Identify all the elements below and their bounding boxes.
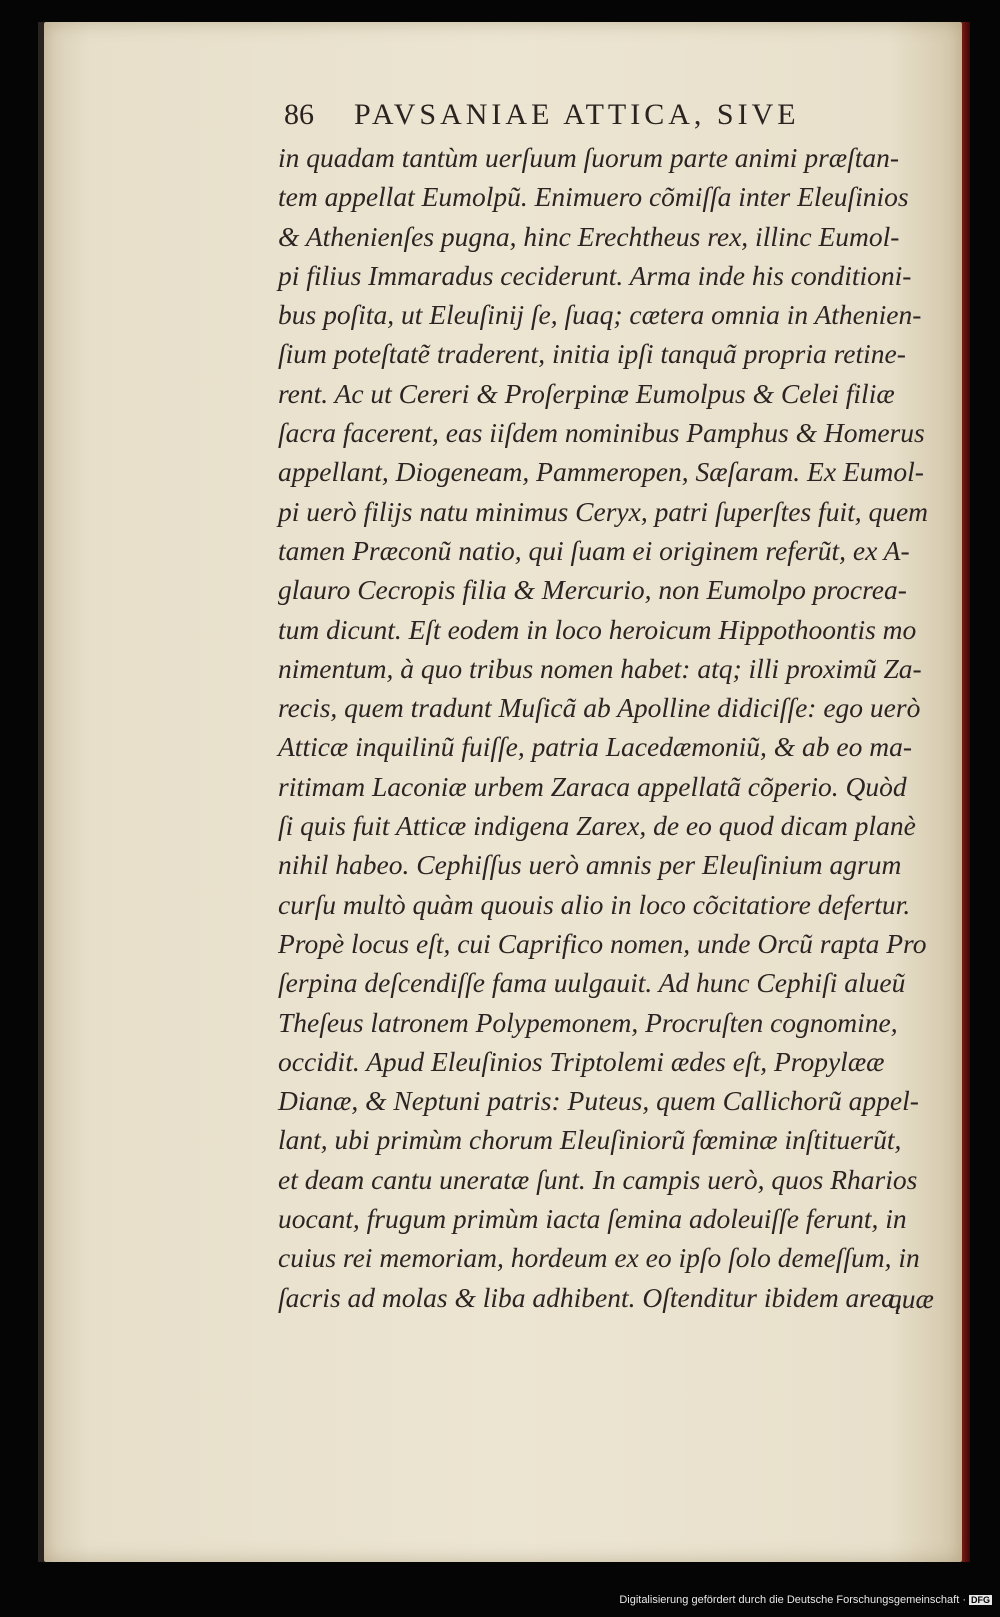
- text-line: Propè locus eſt, cui Caprifico nomen, unde Orcũ rapta Pro: [278, 927, 927, 959]
- page-number: 86: [284, 98, 314, 131]
- text-line: tum dicunt. Eſt eodem in loco heroicum Hippothoontis mo: [278, 613, 917, 645]
- digitization-credit: [619, 1594, 992, 1606]
- text-line: & Athenienſes pugna, hinc Erechtheus rex, illinc Eumol-: [278, 220, 900, 252]
- text-line: ſi quis fuit Atticæ indigena Zarex, de eo quod dicam planè: [278, 810, 916, 842]
- text-line: ſacris ad molas & liba adhibent. Oſtenditur ibidem area,: [278, 1281, 902, 1313]
- text-line: pi uerò filijs natu minimus Ceryx, patri ſuperſtes fuit, quem: [278, 495, 929, 527]
- text-line: Dianæ, & Neptuni patris: Puteus, quem Callichorũ appel-: [278, 1085, 919, 1117]
- page-header: [284, 98, 924, 138]
- text-line: lant, ubi primùm chorum Eleuſiniorũ fœminæ inſtituerũt,: [278, 1124, 902, 1156]
- text-line: pi filius Immaradus ceciderunt. Arma inde his conditioni-: [278, 259, 912, 291]
- body-text: [278, 138, 948, 1317]
- catchword: quæ: [888, 1283, 934, 1314]
- text-line: rent. Ac ut Cereri & Proſerpinæ Eumolpus & Celei filiæ: [278, 377, 895, 409]
- text-line: tamen Præconũ natio, qui ſuam ei originem referũt, ex A-: [278, 534, 910, 566]
- text-line: glauro Cecropis filia & Mercurio, non Eumolpo procrea-: [278, 574, 907, 606]
- text-line: ſium poteſtatẽ traderent, initia ipſi tanquã propria retine-: [278, 338, 906, 370]
- credit-text: Digitalisierung gefördert durch die Deutsche Forschungsgemeinschaft ·: [619, 1594, 966, 1606]
- text-line: Theſeus latronem Polypemonem, Procruſten cognomine,: [278, 1006, 898, 1038]
- text-line: recis, quem tradunt Muſicã ab Apolline didiciſſe: ego uerò: [278, 692, 921, 724]
- text-line: uocant, frugum primùm iacta ſemina adoleuiſſe ferunt, in: [278, 1203, 907, 1235]
- text-line: et deam cantu uneratæ ſunt. In campis uerò, quos Rharios: [278, 1163, 918, 1195]
- text-line: nimentum, à quo tribus nomen habet: atq; illi proximũ Za-: [278, 652, 922, 684]
- text-line: occidit. Apud Eleuſinios Triptolemi ædes eſt, Propylææ: [278, 1045, 885, 1077]
- text-line: cuius rei memoriam, hordeum ex eo ipſo ſolo demeſſum, in: [278, 1242, 920, 1274]
- running-title: PAVSANIAE ATTICA, SIVE: [354, 98, 800, 131]
- text-line: tem appellat Eumolpũ. Enimuero cõmiſſa inter Eleuſinios: [278, 181, 909, 213]
- book-edge: [962, 22, 970, 1562]
- text-line: bus poſita, ut Eleuſinij ſe, ſuaq; cætera omnia in Athenien-: [278, 299, 922, 331]
- text-line: ritimam Laconiæ urbem Zaraca appellatã cõperio. Quòd: [278, 770, 907, 802]
- text-line: ſerpina deſcendiſſe fama uulgauit. Ad hunc Cephiſi alueũ: [278, 967, 906, 999]
- text-line: Atticæ inquilinũ fuiſſe, patria Lacedæmoniũ, & ab eo ma-: [278, 731, 912, 763]
- dfg-logo: DFG: [971, 1595, 990, 1606]
- text-line: nihil habeo. Cephiſſus uerò amnis per Eleuſinium agrum: [278, 849, 902, 881]
- text-line: appellant, Diogeneam, Pammeropen, Sæſaram. Ex Eumol-: [278, 456, 924, 488]
- text-line: curſu multò quàm quouis alio in loco cõcitatiore defertur.: [278, 888, 911, 920]
- text-line: in quadam tantùm uerſuum ſuorum parte animi præſtan-: [278, 142, 900, 173]
- text-line: ſacra facerent, eas iiſdem nominibus Pamphus & Homerus: [278, 417, 925, 449]
